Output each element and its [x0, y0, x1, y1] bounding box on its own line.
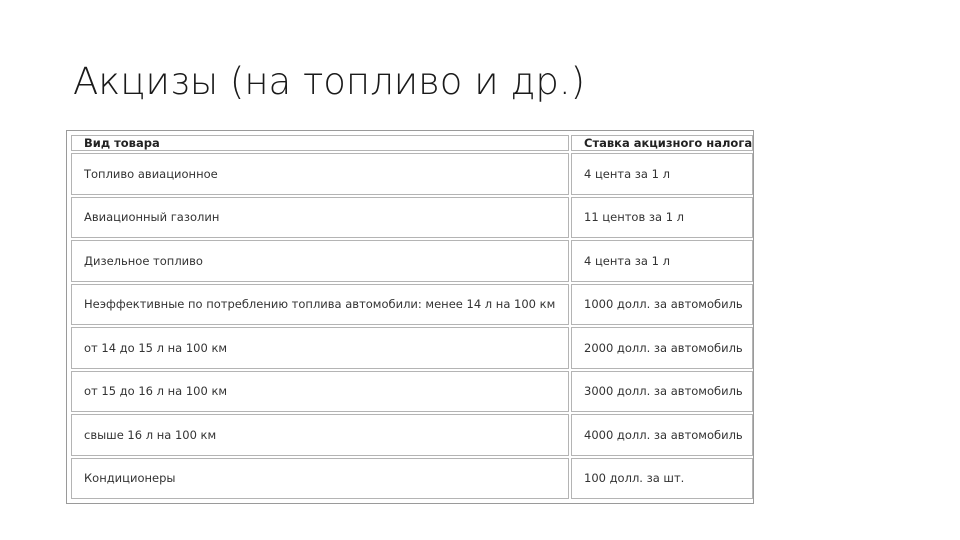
cell-product: Дизельное топливо — [71, 240, 569, 282]
table-row — [71, 371, 753, 413]
header-product-type: Вид товара — [71, 135, 569, 151]
table-row — [71, 414, 753, 456]
cell-product: Топливо авиационное — [71, 153, 569, 195]
excise-table — [69, 133, 755, 501]
cell-product: от 15 до 16 л на 100 км — [71, 371, 569, 413]
table-row — [71, 458, 753, 500]
cell-rate: 4000 долл. за автомобиль — [571, 414, 753, 456]
cell-rate: 4 цента за 1 л — [571, 240, 753, 282]
slide-title: Акцизы (на топливо и др.) — [73, 60, 586, 103]
cell-rate: 4 цента за 1 л — [571, 153, 753, 195]
table-row — [71, 197, 753, 239]
table-row — [71, 240, 753, 282]
cell-rate: 1000 долл. за автомобиль — [571, 284, 753, 326]
cell-product: Авиационный газолин — [71, 197, 569, 239]
table-row — [71, 327, 753, 369]
table-header-row — [71, 135, 753, 151]
header-excise-rate: Ставка акцизного налога — [571, 135, 753, 151]
cell-product: свыше 16 л на 100 км — [71, 414, 569, 456]
table-row — [71, 284, 753, 326]
excise-table-container — [66, 130, 754, 504]
cell-rate: 3000 долл. за автомобиль — [571, 371, 753, 413]
cell-rate: 100 долл. за шт. — [571, 458, 753, 500]
cell-rate: 2000 долл. за автомобиль — [571, 327, 753, 369]
cell-product: Кондиционеры — [71, 458, 569, 500]
cell-product: Неэффективные по потреблению топлива автомобили: менее 14 л на 100 км — [71, 284, 569, 326]
cell-product: от 14 до 15 л на 100 км — [71, 327, 569, 369]
table-row — [71, 153, 753, 195]
cell-rate: 11 центов за 1 л — [571, 197, 753, 239]
